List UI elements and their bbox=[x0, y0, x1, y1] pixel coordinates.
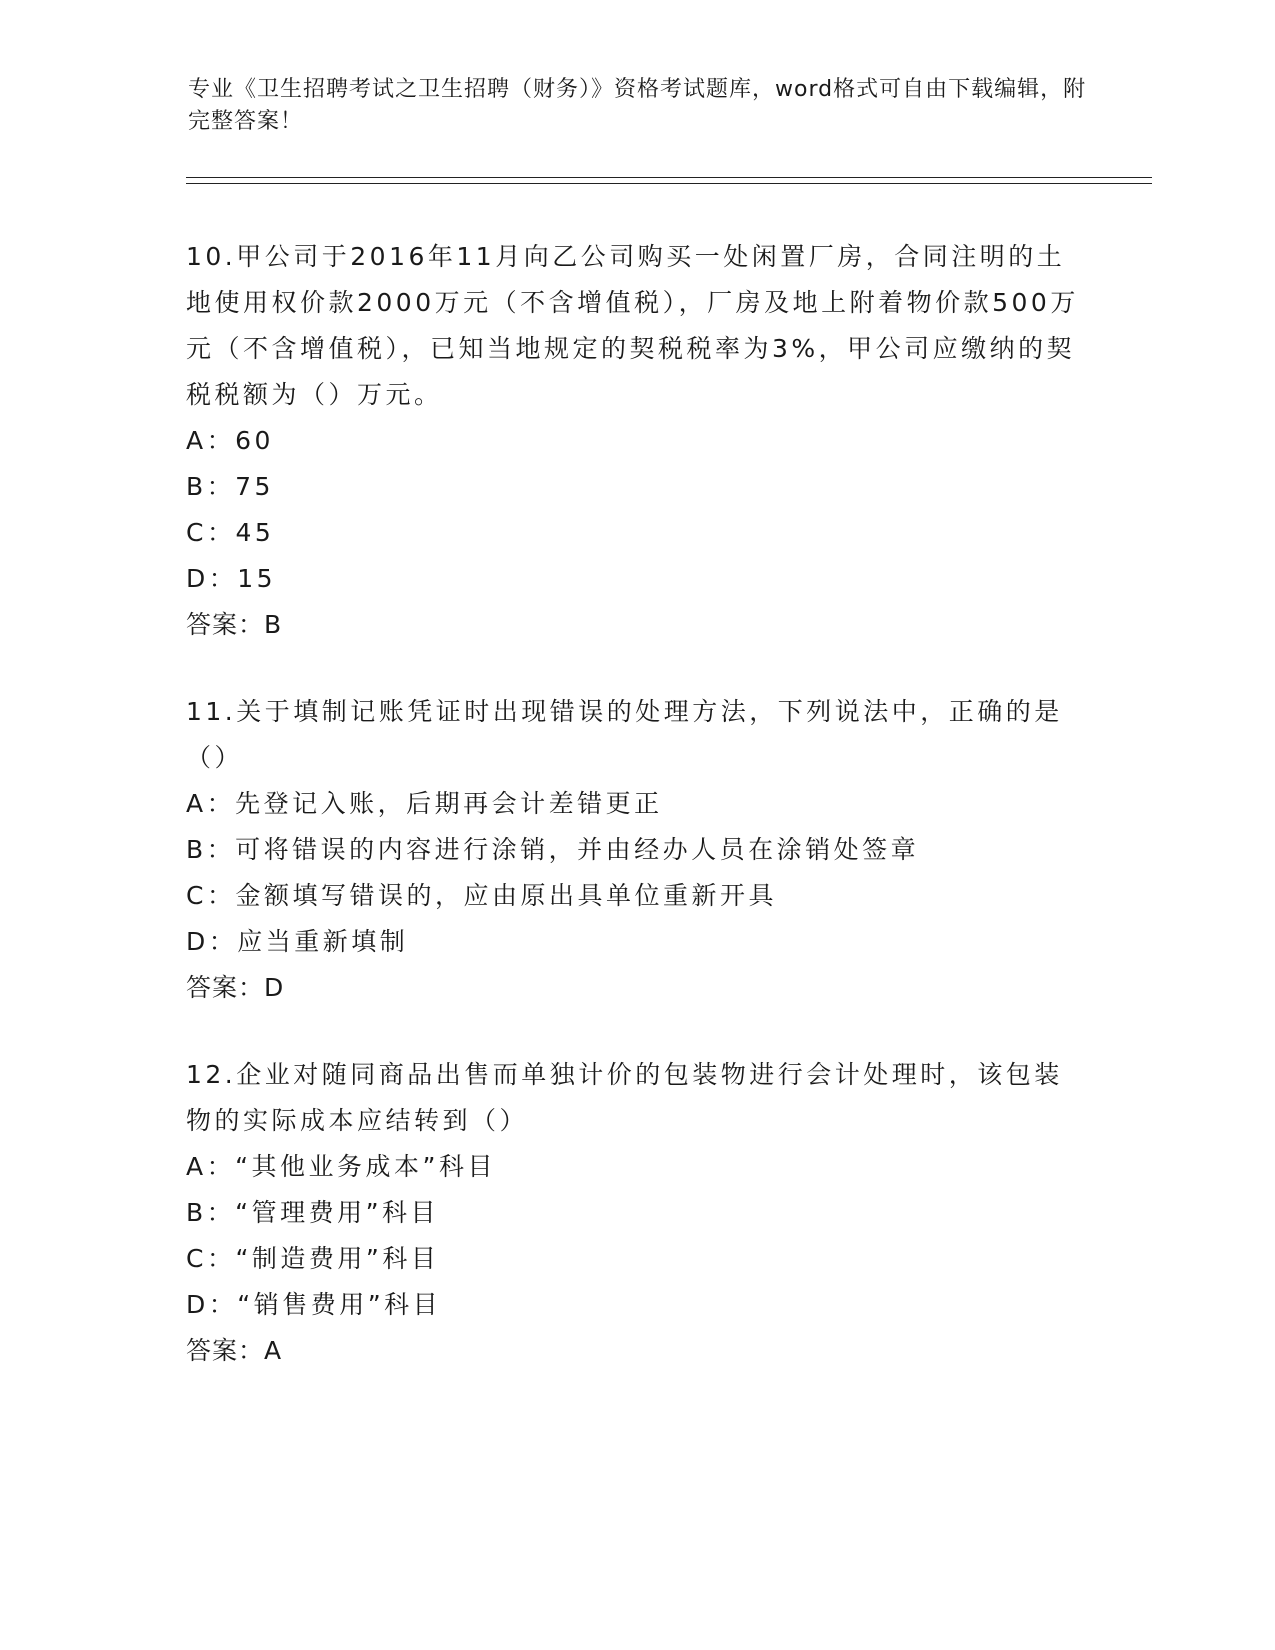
question-stem: 10.甲公司于2016年11月向乙公司购买一处闲置厂房，合同注明的土地使用权价款2000万元（不含增值税），厂房及地上附着物价款500万元（不含增值税），已知当地规定的契税税率为3%，甲公司应缴纳的契税税额为（）万元。 bbox=[186, 242, 1079, 409]
question-stem: 12.企业对随同商品出售而单独计价的包装物进行会计处理时，该包装物的实际成本应结转到（） bbox=[186, 1060, 1063, 1135]
answer: 答案：A bbox=[186, 1336, 283, 1365]
header-divider-bottom bbox=[186, 183, 1152, 184]
option-a: A：先登记入账，后期再会计差错更正 bbox=[186, 789, 663, 818]
option-b: B：75 bbox=[186, 472, 274, 501]
option-b: B：“管理费用”科目 bbox=[186, 1198, 440, 1227]
option-a: A：60 bbox=[186, 426, 274, 455]
option-c: C：“制造费用”科目 bbox=[186, 1244, 440, 1273]
option-b: B：可将错误的内容进行涂销，并由经办人员在涂销处签章 bbox=[186, 835, 920, 864]
option-d: D：15 bbox=[186, 564, 277, 593]
document-header: 专业《卫生招聘考试之卫生招聘（财务）》资格考试题库，word格式可自由下载编辑，附完整答案！ bbox=[188, 77, 1087, 134]
answer: 答案：B bbox=[186, 610, 283, 639]
option-d: D：“销售费用”科目 bbox=[186, 1290, 442, 1319]
header-divider-top bbox=[186, 177, 1152, 178]
question-12 bbox=[186, 1052, 1086, 1374]
question-stem: 11.关于填制记账凭证时出现错误的处理方法，下列说法中，正确的是（） bbox=[186, 697, 1063, 772]
option-d: D：应当重新填制 bbox=[186, 927, 409, 956]
option-a: A：“其他业务成本”科目 bbox=[186, 1152, 497, 1181]
answer: 答案：D bbox=[186, 973, 285, 1002]
option-c: C：金额填写错误的，应由原出具单位重新开具 bbox=[186, 881, 777, 910]
question-10 bbox=[186, 234, 1086, 648]
option-c: C：45 bbox=[186, 518, 275, 547]
question-11 bbox=[186, 689, 1086, 1011]
